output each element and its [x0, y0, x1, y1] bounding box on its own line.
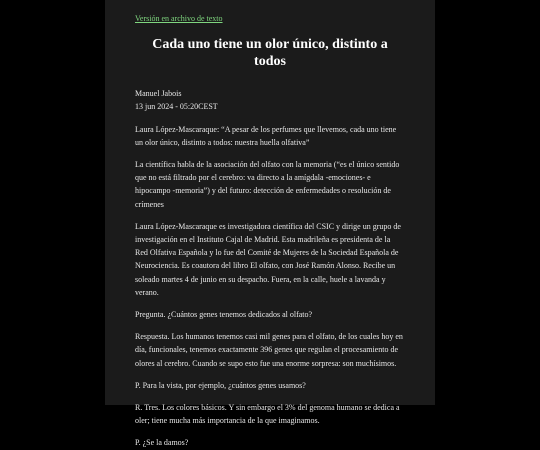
article-title: Cada uno tiene un olor único, distinto a todos: [152, 37, 388, 69]
article-paragraph: R. Tres. Los colores básicos. Y sin embargo el 3% del genoma humano se dedica a oler; tiene mucha más importancia de la que imaginamos.: [135, 403, 400, 426]
article-date: 13 jun 2024 - 05:20CEST: [135, 101, 218, 111]
text-version-link[interactable]: Versión en archivo de texto: [135, 14, 223, 23]
article-paragraph: Laura López-Mascaraque es investigadora científica del CSIC y dirige un grupo de investigación en el Instituto Cajal de Madrid. Esta madrileña es presidenta de la Red Olfativa Española y lo fue del Comité de Mujeres de la Sociedad Española de Neurociencia. Es coautora del libro El olfato, con José Ramón Alonso. Recibe un soleado martes 4 de junio en su despacho. Fuera, en la calle, huele a lavanda y verano.: [135, 221, 401, 297]
article-author: Manuel Jabois: [135, 88, 182, 98]
article-paragraph: Laura López-Mascaraque: “A pesar de los perfumes que llevemos, cada uno tiene un olor único, distinto a todos: nuestra huella olfativa”: [135, 124, 397, 147]
article-content: [105, 0, 435, 450]
article-paragraph: P. ¿Se la damos?: [135, 438, 189, 448]
article-paragraph: P. Para la vista, por ejemplo, ¿cuántos genes usamos?: [135, 380, 306, 390]
article-paragraph: Respuesta. Los humanos tenemos casi mil genes para el olfato, de los cuales hoy en día, funcionales, tenemos exactamente 396 genes que regulan el procesamiento de olores al cerebro. Cuando se supo esto fue una enorme sorpresa: son muchísimos.: [135, 332, 403, 368]
article-paragraph: Pregunta. ¿Cuántos genes tenemos dedicados al olfato?: [135, 310, 313, 320]
article-meta: [135, 87, 405, 113]
article-paragraph: La científica habla de la asociación del olfato con la memoria (“es el único sentido que no está filtrado por el cerebro: va directo a la amígdala -emociones- e hipocampo -memoria”) y del futuro: detección de enfermedades o resolución de crímenes: [135, 160, 400, 209]
article-page: [105, 0, 435, 448]
